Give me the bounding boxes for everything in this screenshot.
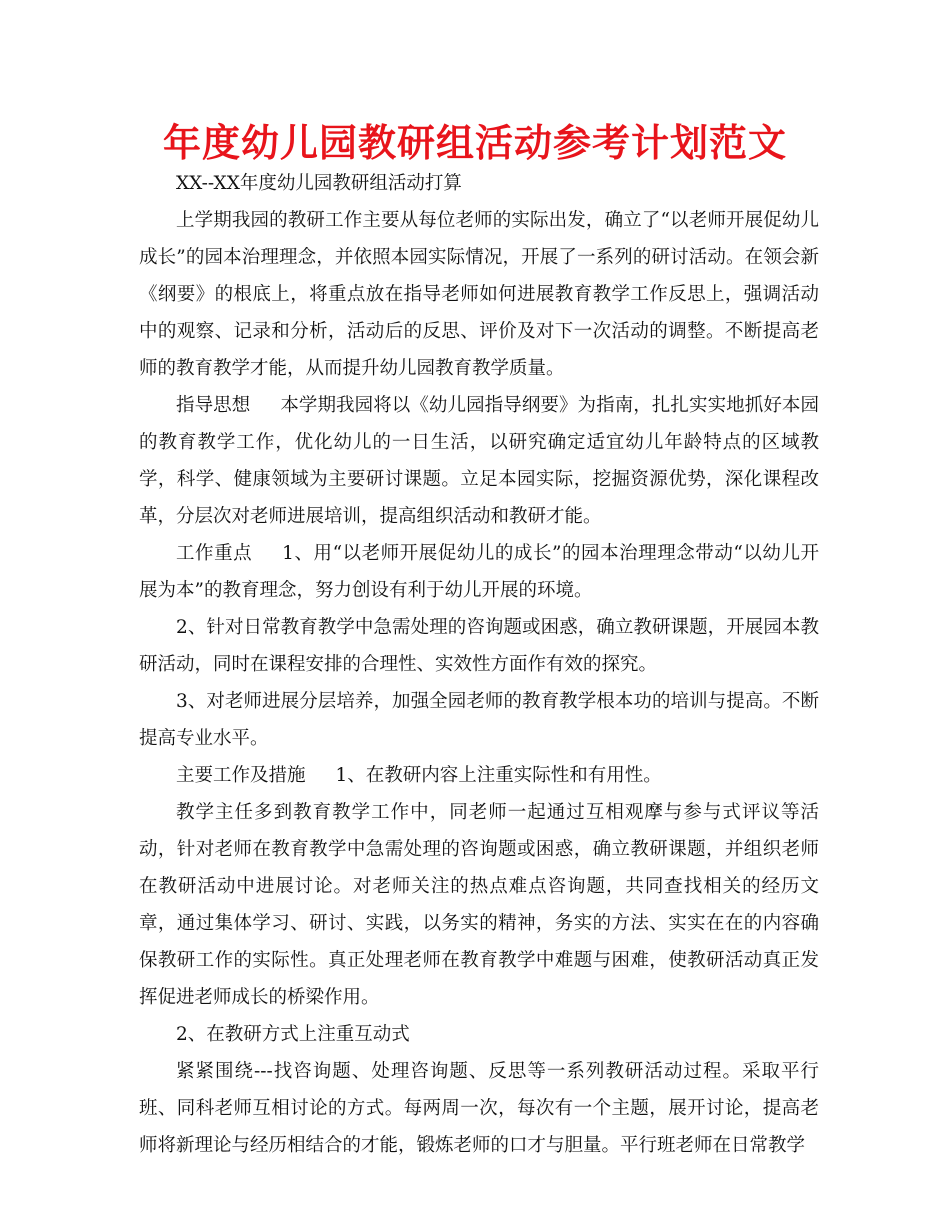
paragraph-measures-1	[139, 757, 819, 794]
paragraph-measures-2: 2、在教研方式上注重互动式	[176, 1024, 410, 1045]
focus-item-1: 1、用“以老师开展促幼儿的成长”的园本治理理念带动“以幼儿开展为本”的教育理念，努力创设有利于幼儿开展的环境。	[139, 543, 819, 601]
paragraph-measures-2-text: 紧紧围绕---找咨询题、处理咨询题、反思等一系列教研活动过程。采取平行班、同科老师互相讨论的方式。每两周一次，每次有一个主题，展开讨论，提高老师将新理论与经历相结合的才能，锻炼老师的口才与胆量。平行班老师在日常教学	[139, 1061, 819, 1156]
section-label-measures: 主要工作及措施	[176, 765, 306, 786]
paragraph-intro: 上学期我园的教研工作主要从每位老师的实际出发，确立了“以老师开展促幼儿成长”的园本治理理念，并依照本园实际情况，开展了一系列的研讨活动。在领会新《纲要》的根底上，将重点放在指导老师如何进展教育教学工作反思上，强调活动中的观察、记录和分析，活动后的反思、评价及对下一次活动的调整。不断提高老师的教育教学才能，从而提升幼儿园教育教学质量。	[139, 210, 819, 379]
measures-item-1: 1、在教研内容上注重实际性和有用性。	[335, 765, 662, 786]
paragraph-guide	[139, 387, 819, 535]
document-subtitle: XX--XX年度幼儿园教研组活动打算	[176, 173, 462, 194]
paragraph-focus-1	[139, 535, 819, 609]
guide-text: 本学期我园将以《幼儿园指导纲要》为指南，扎扎实实地抓好本园的教育教学工作，优化幼儿的一日生活，以研究确定适宜幼儿年龄特点的区域教学，科学、健康领域为主要研讨课题。立足本园实际，挖掘资源优势，深化课程改革，分层次对老师进展培训，提高组织活动和教研才能。	[139, 395, 819, 527]
paragraph-focus-2: 2、针对日常教育教学中急需处理的咨询题或困惑，确立教研课题，开展园本教研活动，同时在课程安排的合理性、实效性方面作有效的探究。	[139, 617, 819, 675]
paragraph-measures-1-text: 教学主任多到教育教学工作中，同老师一起通过互相观摩与参与式评议等活动，针对老师在教育教学中急需处理的咨询题或困惑，确立教研课题，并组织老师在教研活动中进展讨论。对老师关注的热点难点咨询题，共同查找相关的经历文章，通过集体学习、研讨、实践，以务实的精神，务实的方法、实实在在的内容确保教研工作的实际性。真正处理老师在教育教学中难题与困难，使教研活动真正发挥促进老师成长的桥梁作用。	[139, 802, 819, 1008]
section-label-focus: 工作重点	[176, 543, 253, 564]
document-body	[139, 165, 819, 1164]
document-title: 年度幼儿园教研组活动参考计划范文	[162, 121, 787, 165]
paragraph-focus-3: 3、对老师进展分层培养，加强全园老师的教育教学根本功的培训与提高。不断提高专业水平。	[139, 691, 819, 749]
section-label-guide: 指导思想	[176, 395, 251, 416]
